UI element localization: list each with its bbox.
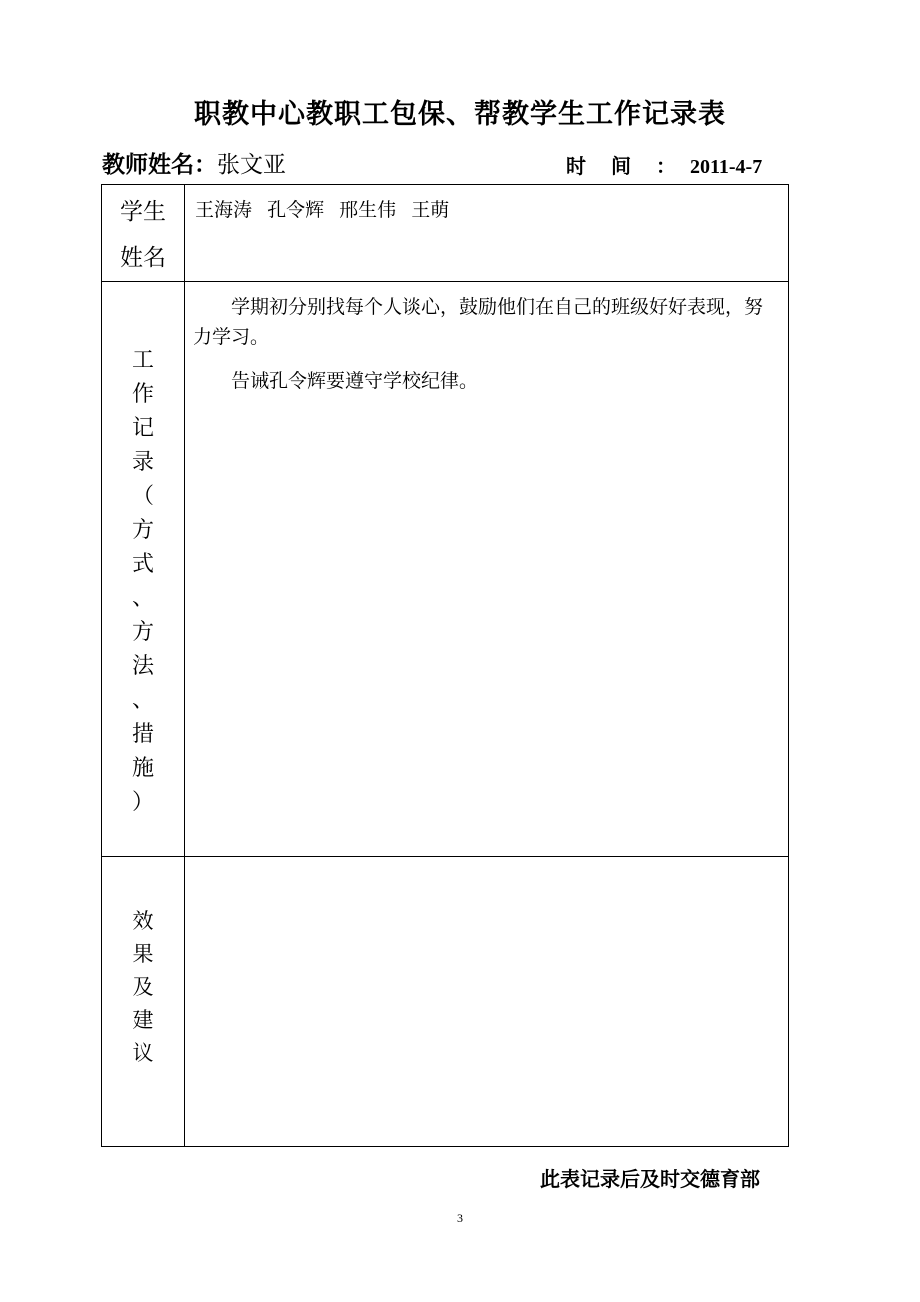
work-paragraph: 告诫孔令辉要遵守学校纪律。 — [231, 370, 479, 392]
work-label-char: 方 — [131, 518, 154, 543]
student-name: 王海涛 — [195, 199, 253, 221]
page-number: 3 — [457, 1211, 463, 1225]
time-label: 时 间 ： — [566, 156, 686, 178]
effect-label-char: 果 — [132, 942, 154, 966]
effect-label-char: 议 — [132, 1041, 154, 1065]
record-date: 2011-4-7 — [690, 156, 763, 178]
student-name: 王萌 — [411, 199, 450, 221]
work-label-char: 、 — [131, 586, 154, 611]
work-label-char: 录 — [131, 450, 154, 475]
record-table — [101, 184, 789, 1147]
work-label-char: 、 — [131, 688, 154, 713]
student-name: 孔令辉 — [267, 199, 325, 221]
teacher-label: 教师姓名： — [102, 151, 217, 178]
work-label-char: 作 — [131, 382, 154, 407]
work-content-cell — [185, 282, 789, 857]
work-label-char: 工 — [131, 348, 154, 373]
work-label-char: ） — [131, 790, 154, 815]
students-label-line: 姓名 — [120, 245, 166, 271]
teacher-line — [102, 146, 286, 179]
footer-note: 此表记录后及时交德育部 — [540, 1167, 760, 1191]
effect-content-cell — [185, 857, 789, 1147]
work-label-char: （ — [131, 484, 154, 509]
effect-label-char: 建 — [132, 1008, 154, 1032]
student-name: 邢生伟 — [339, 199, 397, 221]
date-line — [566, 150, 762, 179]
work-record-row — [102, 282, 789, 857]
work-label-char: 式 — [131, 552, 154, 577]
work-paragraph: 学期初分别找每个人谈心，鼓励他们在自己的班级好好表现，努力学习。 — [193, 296, 764, 348]
form-title: 职教中心教职工包保、帮教学生工作记录表 — [194, 99, 726, 130]
work-label-char: 施 — [131, 756, 154, 781]
work-label-char: 法 — [131, 654, 154, 679]
effect-label-char: 及 — [132, 975, 154, 999]
work-label-cell — [102, 282, 185, 857]
teacher-name: 张文亚 — [217, 152, 286, 178]
effect-row — [102, 857, 789, 1147]
work-label-char: 措 — [131, 722, 154, 747]
effect-label-char: 效 — [132, 909, 154, 933]
students-label-cell — [102, 185, 185, 282]
work-label-char: 方 — [131, 620, 154, 645]
students-content-cell — [185, 185, 789, 282]
students-row — [102, 185, 789, 282]
effect-label-cell — [102, 857, 185, 1147]
students-label-line: 学生 — [120, 199, 166, 225]
work-label-char: 记 — [131, 416, 154, 441]
